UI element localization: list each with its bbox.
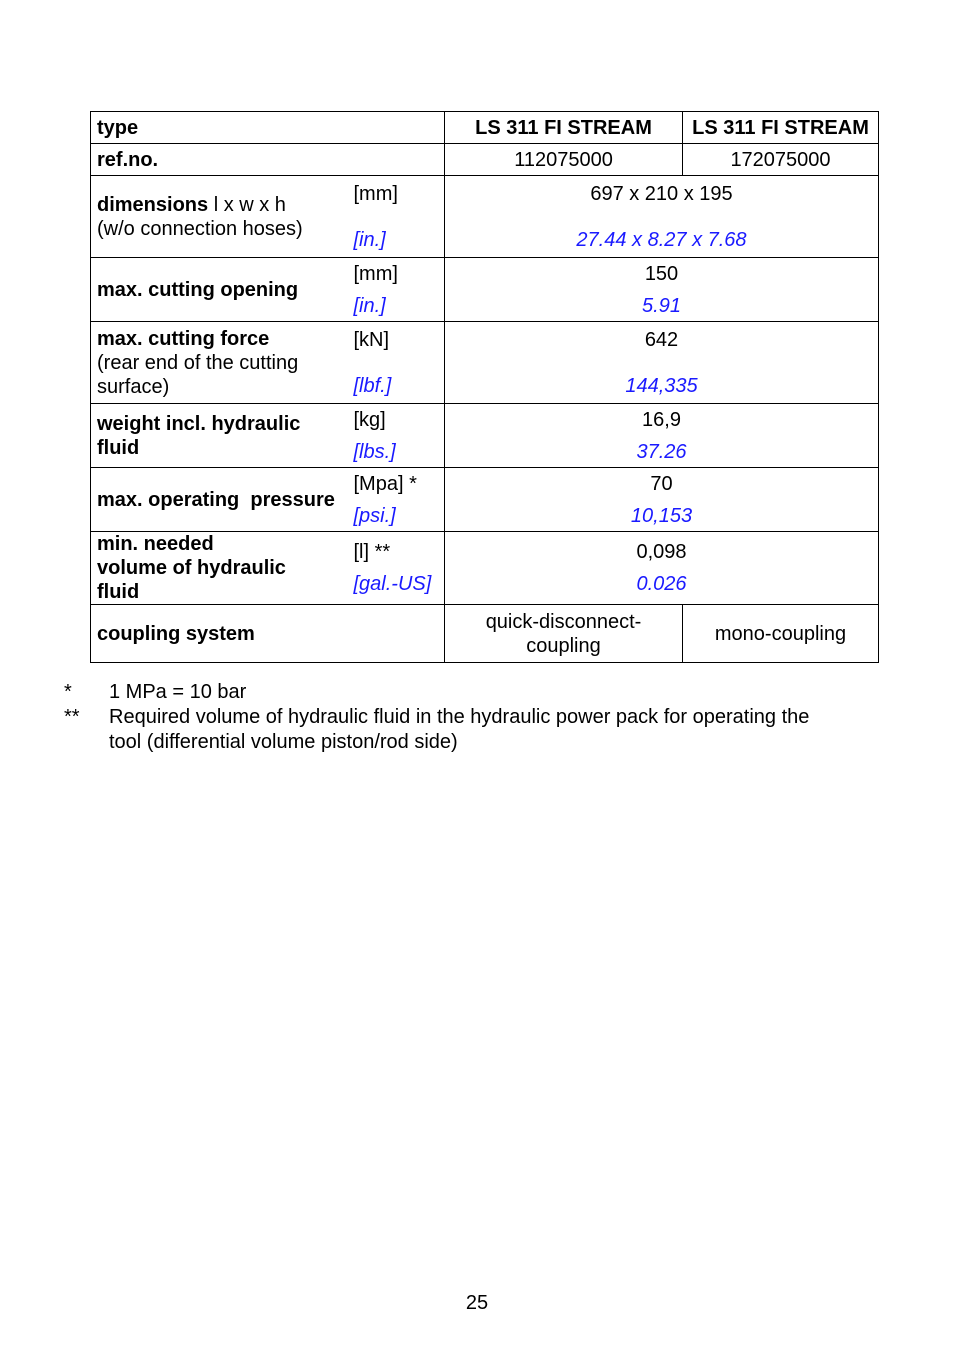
table-row-coupling <box>91 605 879 663</box>
dimensions-units <box>348 176 445 258</box>
fluid-volume-label: min. needed volume of hydraulic fluid <box>91 532 348 605</box>
model-header-1: LS 311 FI STREAM <box>445 112 683 144</box>
value-imperial: 5.91 <box>642 294 681 317</box>
table-row-refno <box>91 144 879 176</box>
value-imperial: 0.026 <box>636 573 687 595</box>
refno-label: ref.no. <box>91 144 445 176</box>
table-row-cutting-force <box>91 322 879 404</box>
refno-value-2: 172075000 <box>683 144 879 176</box>
table-row-type <box>91 112 879 144</box>
refno-value-1: 112075000 <box>445 144 683 176</box>
value-metric: 150 <box>644 262 679 285</box>
unit-metric: [mm] <box>353 262 398 285</box>
dimensions-values <box>445 176 879 258</box>
unit-imperial: [gal.-US] <box>353 573 432 595</box>
unit-metric: [l] ** <box>353 541 391 563</box>
dimensions-label-bold: dimensions <box>97 193 209 216</box>
dimensions-label <box>91 176 348 258</box>
value-metric: 0,098 <box>636 541 687 563</box>
spec-table <box>90 111 879 663</box>
footnote-mark: * <box>64 681 72 703</box>
footnote <box>64 680 864 705</box>
table-row-cutting-opening <box>91 258 879 322</box>
coupling-value-2: mono-coupling <box>683 605 879 663</box>
weight-label: weight incl. hydraulic fluid <box>91 404 348 468</box>
cutting-force-label <box>91 322 348 404</box>
fluid-volume-values <box>445 532 879 605</box>
cutting-force-label-sub: (rear end of the cutting surface) <box>97 351 299 398</box>
table-row-operating-pressure <box>91 468 879 532</box>
value-imperial: 10,153 <box>630 504 693 527</box>
unit-metric: [mm] <box>353 182 398 205</box>
operating-pressure-units <box>348 468 445 532</box>
dimensions-label-rest: l x w x h <box>208 193 286 216</box>
model-header-2: LS 311 FI STREAM <box>683 112 879 144</box>
operating-pressure-values <box>445 468 879 532</box>
weight-units <box>348 404 445 468</box>
value-metric: 70 <box>650 472 673 495</box>
type-label: type <box>91 112 445 144</box>
value-metric: 642 <box>644 328 679 351</box>
unit-metric: [kN] <box>353 328 390 351</box>
coupling-value-1: quick-disconnect-coupling <box>445 605 683 663</box>
cutting-opening-units <box>348 258 445 322</box>
weight-values <box>445 404 879 468</box>
footnote-text: Required volume of hydraulic fluid in the hydraulic power pack for operating the tool (differential volume piston/rod side) <box>109 706 810 753</box>
table-row-weight <box>91 404 879 468</box>
unit-imperial: [lbs.] <box>353 440 396 463</box>
coupling-label: coupling system <box>91 605 445 663</box>
fluid-volume-units <box>348 532 445 605</box>
value-imperial: 37.26 <box>636 440 687 463</box>
value-metric: 16,9 <box>642 408 681 431</box>
footnote-mark: ** <box>64 706 80 728</box>
value-imperial: 27.44 x 8.27 x 7.68 <box>576 228 747 251</box>
unit-metric: [kg] <box>353 408 386 431</box>
cutting-opening-label: max. cutting opening <box>91 258 348 322</box>
cutting-opening-values <box>445 258 879 322</box>
cutting-force-label-bold: max. cutting force <box>97 327 270 350</box>
unit-imperial: [psi.] <box>353 504 396 527</box>
table-row-fluid-volume <box>91 532 879 605</box>
cutting-force-values <box>445 322 879 404</box>
unit-imperial: [in.] <box>353 228 386 251</box>
value-metric: 697 x 210 x 195 <box>590 182 733 205</box>
value-imperial: 144,335 <box>625 374 698 397</box>
operating-pressure-label: max. operating pressure <box>91 468 348 532</box>
unit-metric: [Mpa] * <box>353 472 417 495</box>
dimensions-label-sub: (w/o connection hoses) <box>97 217 303 240</box>
unit-imperial: [in.] <box>353 294 386 317</box>
footnote-text: 1 MPa = 10 bar <box>109 681 247 703</box>
footnotes <box>64 680 864 755</box>
table-row-dimensions <box>91 176 879 258</box>
cutting-force-units <box>348 322 445 404</box>
footnote <box>64 705 864 755</box>
page-number: 25 <box>465 1292 489 1314</box>
unit-imperial: [lbf.] <box>353 374 392 397</box>
